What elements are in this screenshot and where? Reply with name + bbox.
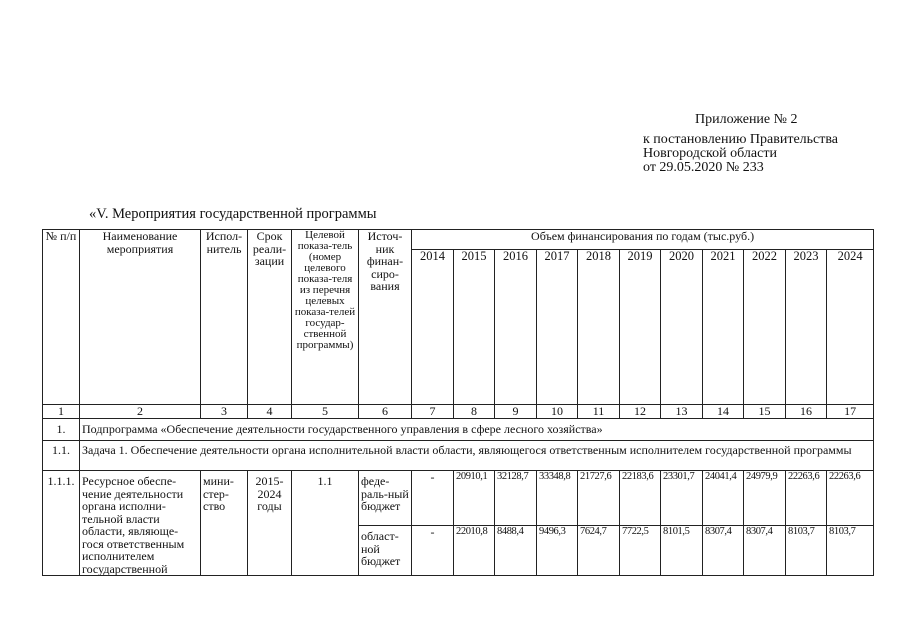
column-number: 14 [703, 405, 744, 419]
task-num: 1.1. [43, 441, 80, 471]
appendix-title: Приложение № 2 [695, 112, 798, 127]
funding-value: 32128,7 [495, 471, 537, 526]
funding-value: 33348,8 [537, 471, 578, 526]
column-number: 15 [744, 405, 786, 419]
funding-value: 8103,7 [786, 526, 827, 576]
header-year: 2014 [412, 250, 454, 405]
funding-value: 20910,1 [454, 471, 495, 526]
header-year: 2019 [620, 250, 661, 405]
section-heading: «V. Мероприятия государственной программы [89, 206, 377, 222]
funding-value: 8488,4 [495, 526, 537, 576]
funding-value: 22263,6 [827, 471, 874, 526]
funding-value: 8307,4 [703, 526, 744, 576]
column-number: 17 [827, 405, 874, 419]
task-title: Задача 1. Обеспечение деятельности органа исполнительной власти области, являющегося ответственным исполнителем государственной программы [80, 441, 874, 471]
column-number: 1 [43, 405, 80, 419]
column-number: 8 [454, 405, 495, 419]
header-year: 2021 [703, 250, 744, 405]
subprogram-title: Подпрограмма «Обеспечение деятельности государственного управления в сфере лесного хозяйства» [80, 419, 874, 441]
funding-source: феде-раль-ный бюджет [359, 471, 412, 526]
header-year: 2018 [578, 250, 620, 405]
column-number: 3 [201, 405, 248, 419]
column-number: 16 [786, 405, 827, 419]
header-year: 2023 [786, 250, 827, 405]
column-number: 13 [661, 405, 703, 419]
column-number: 9 [495, 405, 537, 419]
appendix-line-3: от 29.05.2020 № 233 [643, 160, 764, 175]
funding-value: 22263,6 [786, 471, 827, 526]
column-number: 12 [620, 405, 661, 419]
column-number: 5 [292, 405, 359, 419]
appendix-block [643, 113, 893, 175]
header-term: Срок реали-зации [248, 230, 292, 405]
measure-term: 2015-2024 годы [248, 471, 292, 576]
subprogram-num: 1. [43, 419, 80, 441]
column-number: 2 [80, 405, 201, 419]
measures-table [42, 229, 874, 576]
header-year: 2024 [827, 250, 874, 405]
header-year: 2020 [661, 250, 703, 405]
funding-value: 8101,5 [661, 526, 703, 576]
header-year: 2022 [744, 250, 786, 405]
funding-value: 24979,9 [744, 471, 786, 526]
measure-target: 1.1 [292, 471, 359, 576]
funding-value: 22010,8 [454, 526, 495, 576]
funding-value: 7722,5 [620, 526, 661, 576]
header-funding: Объем финансирования по годам (тыс.руб.) [412, 230, 874, 250]
header-target: Целевой показа-тель (номер целевого показа-теля из перечня целевых показа-телей государ-ственной программы) [292, 230, 359, 405]
header-source: Источ-ник финан-сиро-вания [359, 230, 412, 405]
funding-value: 21727,6 [578, 471, 620, 526]
measure-num: 1.1.1. [43, 471, 80, 576]
funding-value: 9496,3 [537, 526, 578, 576]
funding-value: 24041,4 [703, 471, 744, 526]
funding-value: 7624,7 [578, 526, 620, 576]
funding-value: 23301,7 [661, 471, 703, 526]
column-number: 4 [248, 405, 292, 419]
appendix-line-1: к постановлению Правительства [643, 132, 839, 147]
funding-value: 22183,6 [620, 471, 661, 526]
header-executor: Испол-нитель [201, 230, 248, 405]
appendix-line-2: Новгородской области [643, 146, 777, 161]
funding-value: - [412, 526, 454, 576]
measure-name: Ресурсное обеспе-чение деятельности органа исполни-тельной власти области, являюще-гося ответственным исполнителем государственной [80, 471, 201, 576]
funding-source: област-ной бюджет [359, 526, 412, 576]
funding-value: 8307,4 [744, 526, 786, 576]
header-num: № п/п [43, 230, 80, 405]
header-year: 2016 [495, 250, 537, 405]
column-number: 6 [359, 405, 412, 419]
header-year: 2015 [454, 250, 495, 405]
funding-value: - [412, 471, 454, 526]
column-number: 7 [412, 405, 454, 419]
measure-executor: мини-стер-ство [201, 471, 248, 576]
header-year: 2017 [537, 250, 578, 405]
column-number: 11 [578, 405, 620, 419]
header-name: Наименование мероприятия [80, 230, 201, 405]
column-number: 10 [537, 405, 578, 419]
funding-value: 8103,7 [827, 526, 874, 576]
